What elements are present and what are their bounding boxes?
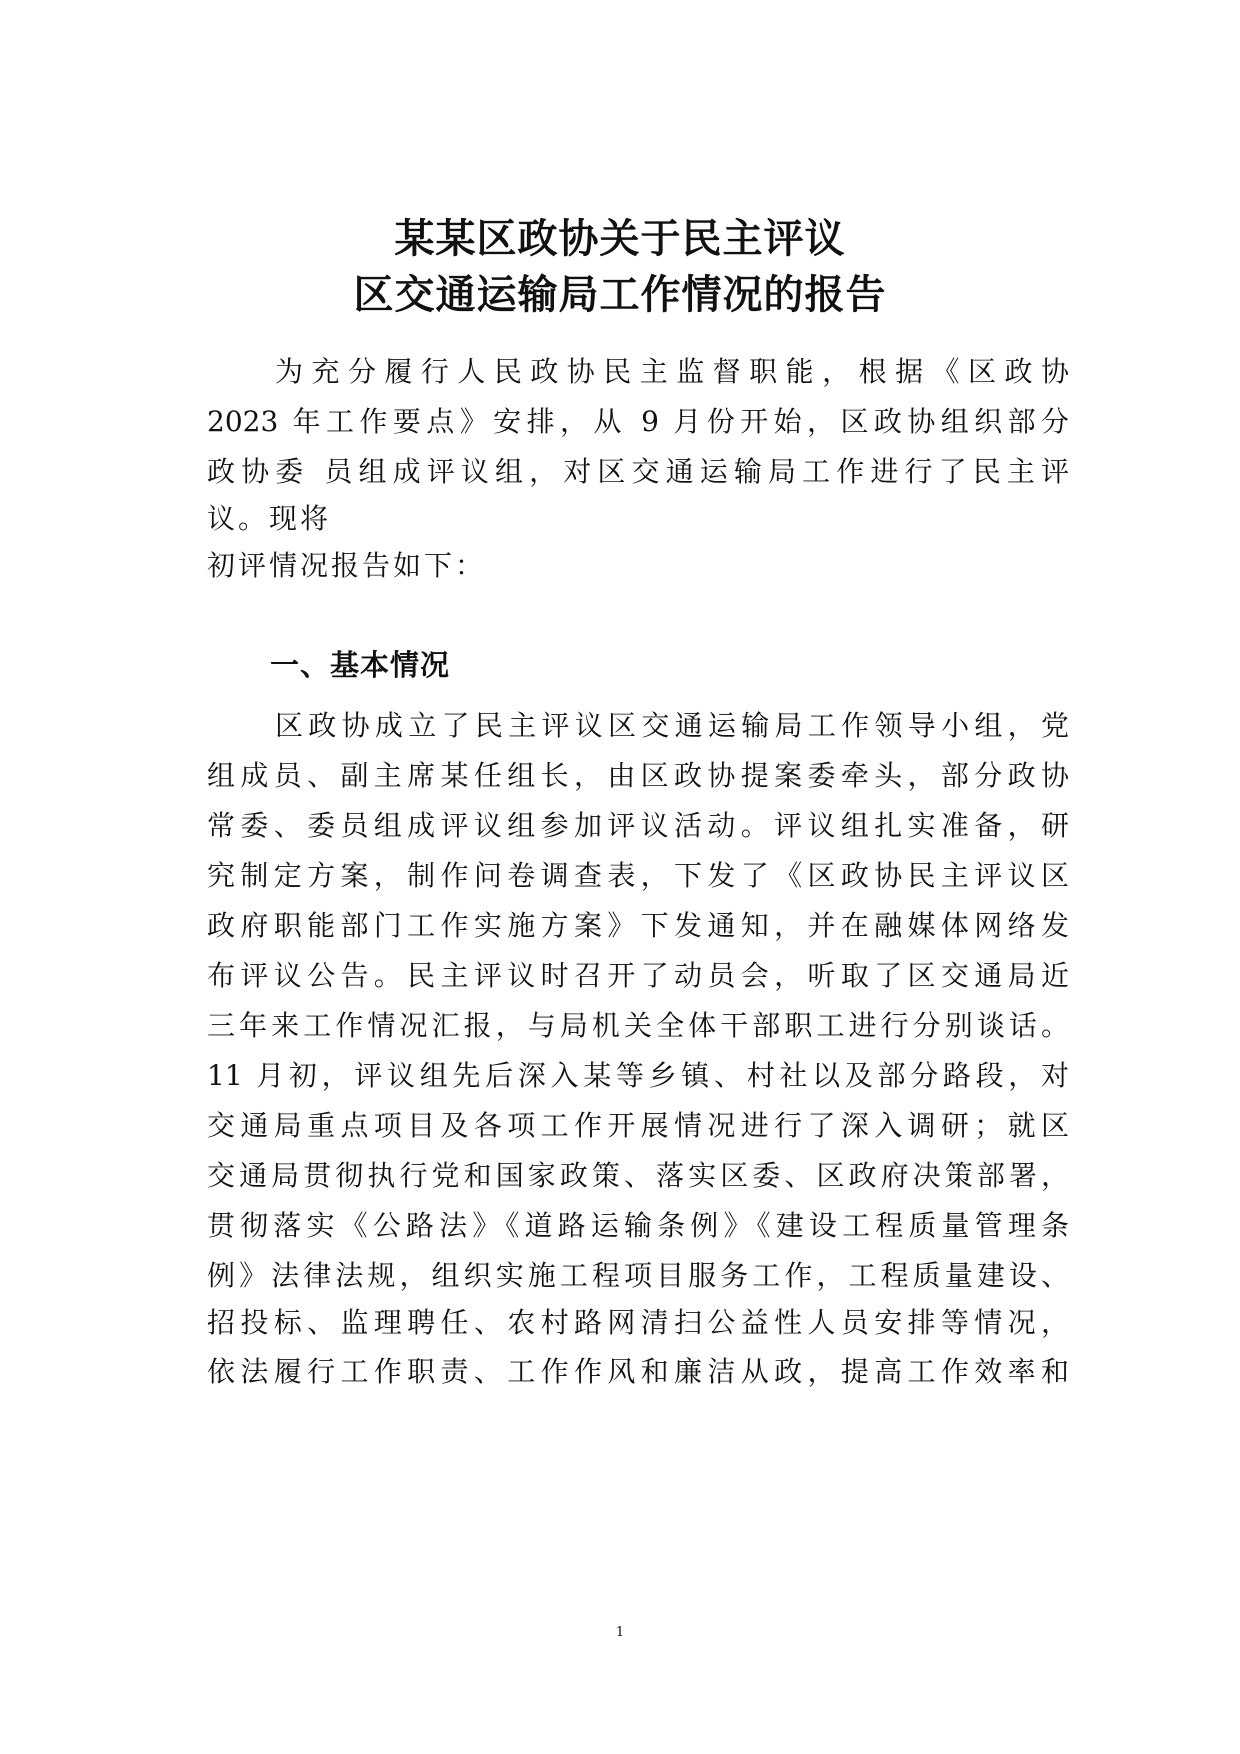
intro-paragraph-line: 议。现将 [207,502,332,535]
body-paragraph-line: 交通局贯彻执行党和国家政策、落实区委、区政府决策部署， [207,1159,1069,1192]
body-paragraph-line: 依法履行工作职责、工作作风和廉洁从政，提高工作效率和 [207,1355,1069,1388]
intro-paragraph-line: 2023 年工作要点》安排，从 9 月份开始，区政协组织部分 [207,405,1069,438]
body-paragraph-line: 布评议公告。民主评议时召开了动员会，听取了区交通局近 [207,959,1069,992]
body-paragraph-line: 常委、委员组成评议组参加评议活动。评议组扎实准备，研 [207,809,1069,842]
body-paragraph-line: 究制定方案，制作问卷调查表，下发了《区政协民主评议区 [207,859,1069,892]
body-paragraph-line: 区政协成立了民主评议区交通运输局工作领导小组，党 [275,709,1069,742]
body-paragraph-line: 政府职能部门工作实施方案》下发通知，并在融媒体网络发 [207,909,1069,942]
body-paragraph-line: 招投标、监理聘任、农村路网清扫公益性人员安排等情况， [207,1306,1069,1339]
page-number: 1 [615,1625,625,1640]
body-paragraph-line: 11 月初，评议组先后深入某等乡镇、村社以及部分路段，对 [207,1059,1069,1092]
report-title-line-1: 某某区政协关于民主评议 [394,216,846,262]
body-paragraph-line: 三年来工作情况汇报，与局机关全体干部职工进行分别谈话。 [207,1009,1069,1042]
body-paragraph-line: 组成员、副主席某任组长，由区政协提案委牵头，部分政协 [207,759,1069,792]
report-title-line-2: 区交通运输局工作情况的报告 [353,272,887,318]
body-paragraph-line: 例》法律法规，组织实施工程项目服务工作，工程质量建设、 [207,1259,1069,1292]
body-paragraph-line: 贯彻落实《公路法》《道路运输条例》《建设工程质量管理条 [207,1209,1069,1242]
body-paragraph-line: 交通局重点项目及各项工作开展情况进行了深入调研；就区 [207,1109,1069,1142]
intro-paragraph-line: 政协委 员组成评议组，对区交通运输局工作进行了民主评 [207,455,1069,488]
section-heading: 一、基本情况 [270,648,451,682]
intro-paragraph-line: 初评情况报告如下： [207,549,487,582]
intro-paragraph-line: 为充分履行人民政协民主监督职能，根据《区政协 [275,355,1069,388]
